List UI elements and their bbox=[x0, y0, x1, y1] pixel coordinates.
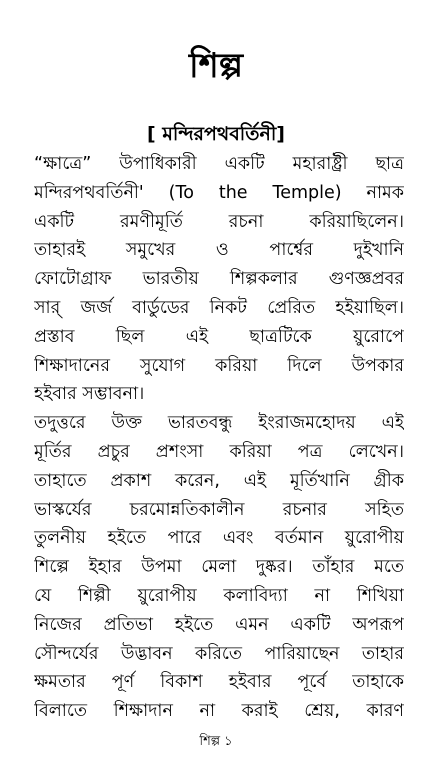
text-line: ফোটোগ্রাফ ভারতীয় শিল্পকলার গুণজ্ঞপ্রবর bbox=[34, 269, 404, 290]
text-line: তাহাতে প্রকাশ করেন, এই মূর্তিখানি গ্রীক bbox=[34, 470, 404, 491]
text-line: “ক্ষাত্রে” উপাধিকারী একটি মহারাষ্ট্রী ছাত্র bbox=[34, 154, 404, 174]
page-title: শিল্প bbox=[188, 46, 244, 86]
section-heading: [ মন্দিরপথবর্তিনী] bbox=[147, 123, 285, 145]
text-line: শিল্পে ইহার উপমা মেলা দুষ্কর। তাঁহার মতে bbox=[34, 557, 404, 578]
text-line: একটি রমণীমূর্তি রচনা করিয়াছিলেন। bbox=[34, 211, 404, 232]
text-line: নিজের প্রতিভা হইতে এমন একটি অপরূপ bbox=[34, 614, 404, 635]
text-line: ভাস্কর্যের চরমোন্নতিকালীন রচনার সহিত bbox=[34, 499, 404, 520]
text-line: শিক্ষাদানের সুযোগ করিয়া দিলে উপকার bbox=[34, 355, 404, 376]
text-line: তুলনীয় হইতে পারে এবং বর্তমান য়ুরোপীয় bbox=[34, 528, 404, 549]
text-line: যে শিল্পী য়ুরোপীয় কলাবিদ্যা না শিখিয়া bbox=[34, 585, 404, 606]
text-line: বিলাতে শিক্ষাদান না করাই শ্রেয়, কারণ bbox=[34, 701, 404, 722]
body-text bbox=[34, 150, 404, 726]
text-line: তদুত্তরে উক্ত ভারতবন্ধু ইংরাজমহোদয় এই bbox=[34, 413, 404, 434]
text-line: মূর্তির প্রচুর প্রশংসা করিয়া পত্র লেখেন। bbox=[34, 441, 404, 462]
text-line: ক্ষমতার পূর্ণ বিকাশ হইবার পূর্বে তাহাকে bbox=[34, 672, 404, 693]
page-footer: শিল্প ১ bbox=[199, 734, 233, 749]
text-line: তাহারই সমুখের ও পার্শ্বের দুইখানি bbox=[34, 240, 404, 261]
text-line: সার্ জর্জ বার্ডুডের নিকট প্রেরিত হইয়াছিল। bbox=[34, 297, 404, 318]
text-line: মন্দিরপথবর্তিনী' (To the Temple) নামক bbox=[34, 182, 404, 203]
text-line: প্রস্তাব ছিল এই ছাত্রটিকে য়ুরোপে bbox=[34, 326, 404, 347]
text-line: হইবার সম্ভাবনা। bbox=[34, 384, 145, 405]
text-line: সৌন্দর্যের উদ্ভাবন করিতে পারিয়াছেন তাহার bbox=[34, 643, 404, 664]
